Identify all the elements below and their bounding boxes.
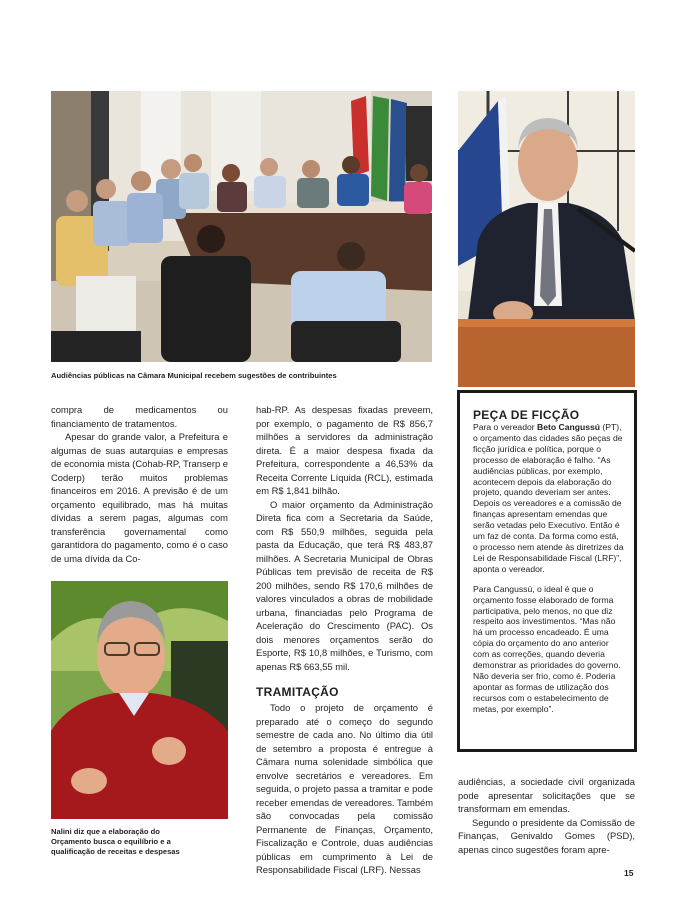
col3-paragraph-1: audiências, a sociedade civil organizada pode apresentar solicitações que se transformam em emendas. [458, 776, 635, 814]
council-hearing-photo [51, 91, 432, 362]
sidebar-title: PEÇA DE FICÇÃO [473, 408, 580, 422]
page-number: 15 [624, 868, 634, 878]
vereador-name: Beto Cangussú [537, 422, 601, 432]
col1-paragraph-2: Apesar do grande valor, a Prefeitura e algumas de suas autarquias e empresas de economia mista (Cohab-RP, Transerp e Coderp) terão muitos problemas financeiros em 2016. A previsão é de um orçamento equilibrado, mas há muitas dívidas a serem pagas, algumas com transferência governamental como garantidora do pagamento, como é o caso de uma dívida da Co- [51, 431, 228, 564]
col3-paragraph-2: Segundo o presidente da Comissão de Finanças, Genivaldo Gomes (PSD), apenas cinco sugestões foram apre- [458, 816, 635, 855]
column-3 [458, 775, 635, 856]
speaker-photo [458, 91, 635, 387]
column-2 [256, 403, 433, 877]
sidebar-paragraph-2: Para Cangussú, o ideal é que o orçamento fosse elaborado de forma participativa, pelo menos, no que diz respeito aos investimentos. “Mas não há um processo encadeado. É uma cópia do orçamento do ano anterior com as correções, quando deveria demonstrar as prioridades do governo. Não deveria ser frio, como é. Poderia apontar as formas de utilização dos recursos com o estabelecimento de metas, por exemplo”. [473, 583, 621, 714]
subheading-tramitacao: TRAMITAÇÃO [256, 685, 339, 699]
col2-paragraph-1: hab-RP. As despesas fixadas preveem, por exemplo, o pagamento de R$ 856,7 milhões a servidores da administração direta. É a maior despesa fixada da Prefeitura, correspondente a 46,53% da Receita Corrente Líquida (RCL), estimada em R$ 1,841 bilhão. [256, 404, 433, 496]
sidebar-paragraph-1: Para o vereador Beto Cangussú (PT), o orçamento das cidades são peças de ficção jurídica e política, porque o processo de elaboração é falho. “As audiências públicas, por exemplo, acontecem depois da elaboração do projeto, quando deveriam ser antes. Depois os vereadores e a comissão de finanças apresentam emendas que serão vetadas pelo Executivo. Então é um faz de conta. Da forma como está, o processo nem atende às diretrizes da Lei de Responsabilidade Fiscal (LRF)”, aponta o vereador. [473, 422, 624, 574]
col2-paragraph-2: O maior orçamento da Administração Direta fica com a Secretaria da Saúde, com R$ 550,9 milhões, seguida pela pasta da Educação, que terá R$ 483,87 milhões. A Secretaria Municipal de Obras Públicas tem previsão de receita de R$ 200 milhões, sendo R$ 170,6 milhões de valores vinculados a obras de mobilidade urbana, financiadas pelo Programa de Aceleração do Crescimento (PAC). Os dois menores orçamentos serão do Esporte, R$ 10,8 milhões, e Turismo, com apenas R$ 663,55 mil. [256, 498, 433, 672]
col1-paragraph-1: compra de medicamentos ou financiamento de tratamentos. [51, 404, 228, 429]
nalini-portrait-photo [51, 581, 228, 819]
portrait-caption: Nalini diz que a elaboração do Orçamento busca o equilíbrio e a qualificação de receitas e despesas [51, 827, 180, 856]
council-photo-caption: Audiências públicas na Câmara Municipal recebem sugestões de contribuintes [51, 371, 337, 380]
column-1 [51, 403, 228, 565]
sidebar-box-peca-de-ficcao [457, 390, 637, 752]
col2-paragraph-3: Todo o projeto de orçamento é preparado até o começo do segundo semestre de cada ano. No último dia útil de setembro a proposta é entregue à Câmara numa solenidade simbólica que envolve secretários e vereadores. Em seguida, o projeto passa a tramitar e pode receber emendas de vereadores. Também são convocadas pela comissão Permanente de Finanças, Orçamento, Fiscalização e Controle, duas audiências públicas em cumprimento à Lei de Responsabilidade Fiscal (LRF). Nessas [256, 702, 433, 875]
sidebar-body [473, 422, 624, 715]
